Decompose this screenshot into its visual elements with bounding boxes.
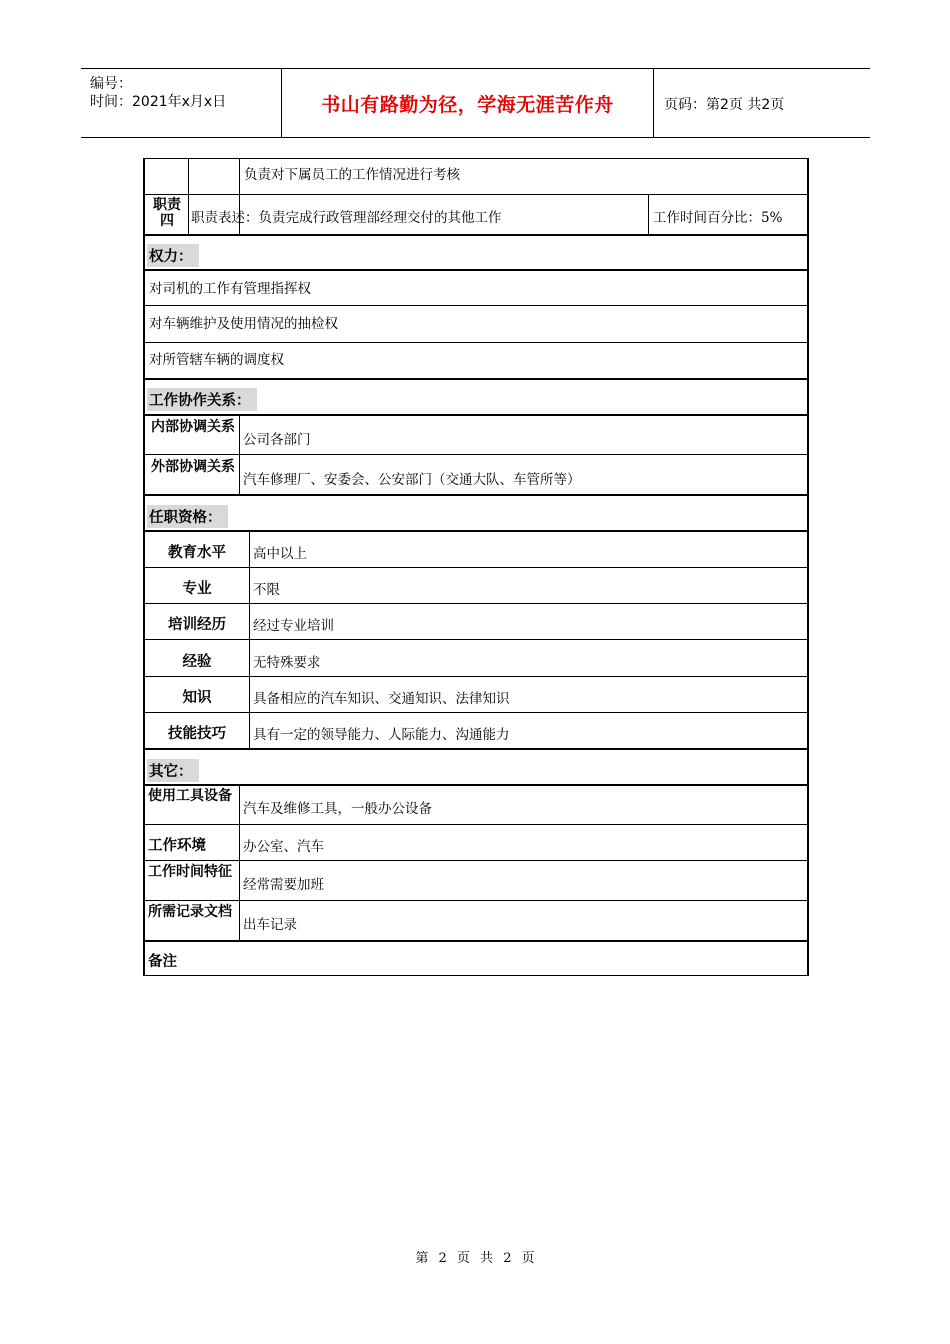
row-rule bbox=[145, 676, 807, 677]
qualification-label: 知识 bbox=[182, 690, 212, 706]
authority-item: 对司机的工作有管理指挥权 bbox=[149, 281, 311, 297]
section-title-cooperation: 工作协作关系： bbox=[147, 388, 257, 411]
other-label: 所需记录文档 bbox=[148, 904, 232, 920]
qualification-value: 经过专业培训 bbox=[253, 618, 334, 634]
duty-line: 负责对下属员工的工作情况进行考核 bbox=[244, 167, 460, 183]
cooperation-value: 汽车修理厂、安委会、公安部门（交通大队、车管所等） bbox=[243, 472, 581, 488]
column-rule bbox=[188, 194, 189, 235]
qualification-label: 经验 bbox=[182, 654, 212, 670]
section-title-authority: 权力： bbox=[147, 244, 199, 267]
row-rule bbox=[145, 158, 807, 159]
page-footer: 第 2 页 共 2 页 bbox=[415, 1251, 535, 1266]
qualification-value: 具有一定的领导能力、人际能力、沟通能力 bbox=[253, 727, 510, 743]
section-rule bbox=[145, 378, 807, 380]
duty-description: 职责表述：负责完成行政管理部经理交付的其他工作 bbox=[191, 210, 502, 226]
authority-item: 对车辆维护及使用情况的抽检权 bbox=[149, 316, 338, 332]
column-rule bbox=[648, 194, 649, 235]
other-value: 办公室、汽车 bbox=[243, 839, 324, 855]
cooperation-label: 内部协调关系 bbox=[151, 419, 235, 435]
qualification-label: 专业 bbox=[182, 581, 212, 597]
row-rule bbox=[145, 194, 807, 195]
qualification-label: 技能技巧 bbox=[168, 726, 226, 742]
duty-label: 职责四 bbox=[153, 197, 181, 229]
row-rule bbox=[145, 712, 807, 713]
row-rule bbox=[145, 824, 807, 825]
section-title-remarks: 备注 bbox=[148, 954, 177, 970]
cooperation-label: 外部协调关系 bbox=[151, 459, 235, 475]
document-code: 编号： bbox=[90, 76, 132, 92]
section-rule bbox=[145, 530, 807, 532]
header-divider bbox=[653, 69, 654, 137]
section-rule bbox=[145, 269, 807, 271]
section-rule bbox=[145, 414, 807, 416]
section-rule bbox=[145, 494, 807, 496]
other-value: 汽车及维修工具，一般办公设备 bbox=[243, 801, 432, 817]
section-rule bbox=[145, 234, 807, 236]
header-motto: 书山有路勤为径，学海无涯苦作舟 bbox=[321, 93, 614, 116]
cooperation-value: 公司各部门 bbox=[243, 432, 311, 448]
row-rule bbox=[145, 975, 807, 976]
other-label: 使用工具设备 bbox=[148, 788, 232, 804]
qualification-value: 具备相应的汽车知识、交通知识、法律知识 bbox=[253, 691, 510, 707]
document-date: 时间：2021年x月x日 bbox=[90, 94, 227, 110]
section-rule bbox=[145, 784, 807, 786]
row-rule bbox=[145, 305, 807, 306]
other-value: 经常需要加班 bbox=[243, 877, 324, 893]
section-title-other: 其它： bbox=[147, 759, 199, 782]
header-page-number: 页码：第2页 共2页 bbox=[664, 97, 785, 113]
duty-time-percentage: 工作时间百分比：5% bbox=[653, 210, 783, 226]
row-rule bbox=[145, 900, 807, 901]
qualification-value: 不限 bbox=[253, 582, 280, 598]
authority-item: 对所管辖车辆的调度权 bbox=[149, 352, 284, 368]
job-description-table bbox=[143, 158, 809, 976]
row-rule bbox=[145, 342, 807, 343]
column-rule bbox=[188, 158, 189, 194]
qualification-label: 培训经历 bbox=[168, 617, 226, 633]
qualification-value: 无特殊要求 bbox=[253, 655, 321, 671]
row-rule bbox=[145, 639, 807, 640]
qualification-label: 教育水平 bbox=[168, 545, 226, 561]
row-rule bbox=[145, 454, 807, 455]
column-rule bbox=[239, 414, 240, 495]
row-rule bbox=[145, 860, 807, 861]
row-rule bbox=[145, 603, 807, 604]
row-rule bbox=[145, 567, 807, 568]
other-value: 出车记录 bbox=[243, 917, 297, 933]
qualification-value: 高中以上 bbox=[253, 546, 307, 562]
section-title-qualification: 任职资格： bbox=[147, 505, 228, 528]
section-rule bbox=[145, 940, 807, 942]
document-header bbox=[81, 68, 870, 138]
other-label: 工作时间特征 bbox=[148, 864, 232, 880]
column-rule bbox=[249, 530, 250, 749]
other-label: 工作环境 bbox=[148, 838, 206, 854]
section-rule bbox=[145, 748, 807, 750]
